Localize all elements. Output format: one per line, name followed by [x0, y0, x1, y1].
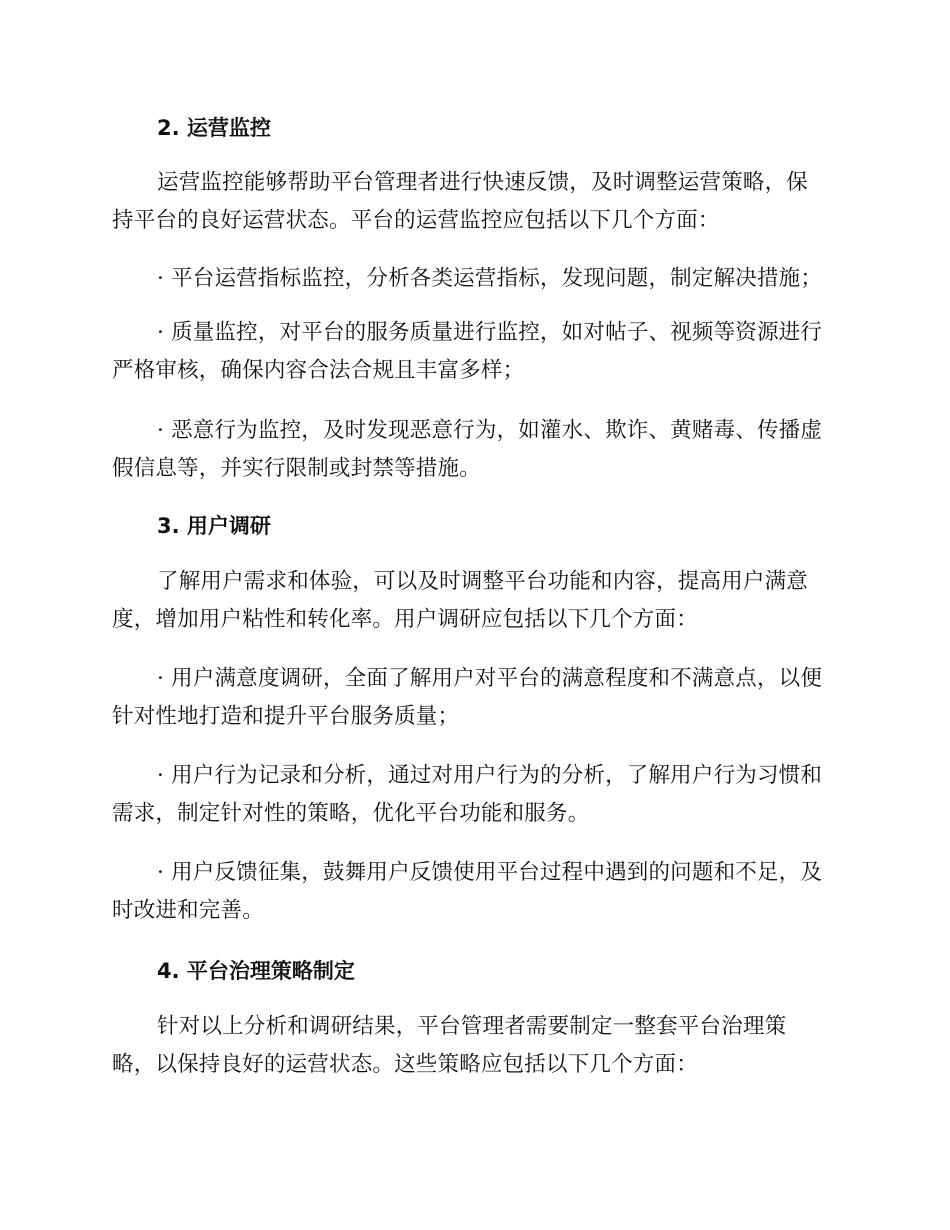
bullet-item: · 平台运营指标监控，分析各类运营指标，发现问题，制定解决措施；	[157, 266, 823, 291]
bullet-item: · 恶意行为监控，及时发现恶意行为，如灌水、欺诈、黄赌毒、传播虚假信息等，并实行限制或封禁等措施。	[112, 418, 823, 481]
section-heading: 2. 运营监控	[157, 116, 271, 140]
bullet-item: · 用户行为记录和分析，通过对用户行为的分析，了解用户行为习惯和需求，制定针对性的策略，优化平台功能和服务。	[112, 763, 823, 826]
bullet-item: · 质量监控，对平台的服务质量进行监控，如对帖子、视频等资源进行严格审核，确保内容合法合规且丰富多样；	[112, 320, 823, 383]
bullet-item: · 用户满意度调研，全面了解用户对平台的满意程度和不满意点，以便针对性地打造和提升平台服务质量；	[112, 666, 823, 729]
bullet-item: · 用户反馈征集，鼓舞用户反馈使用平台过程中遇到的问题和不足，及时改进和完善。	[112, 860, 823, 923]
section-heading: 3. 用户调研	[157, 514, 271, 538]
section-heading: 4. 平台治理策略制定	[157, 959, 355, 983]
paragraph: 针对以上分析和调研结果，平台管理者需要制定一整套平台治理策略，以保持良好的运营状态。这些策略应包括以下几个方面：	[112, 1014, 787, 1077]
paragraph: 运营监控能够帮助平台管理者进行快速反馈，及时调整运营策略，保持平台的良好运营状态。平台的运营监控应包括以下几个方面：	[112, 170, 809, 233]
paragraph: 了解用户需求和体验，可以及时调整平台功能和内容，提高用户满意度，增加用户粘性和转化率。用户调研应包括以下几个方面：	[112, 569, 809, 632]
